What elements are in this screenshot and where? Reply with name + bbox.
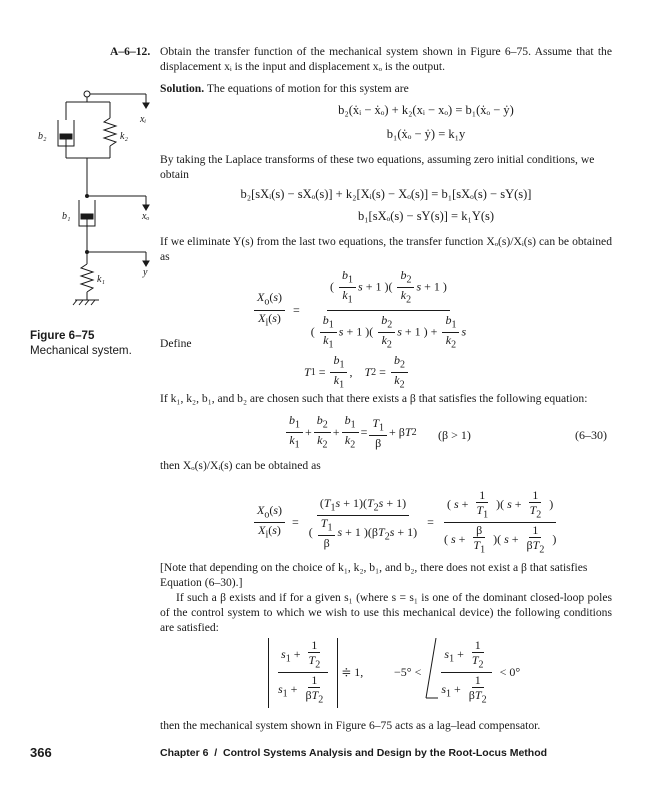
page-number: 366 bbox=[30, 745, 52, 760]
beta-condition-tag: (β > 1) bbox=[438, 428, 471, 442]
chapter-label: Chapter 6 bbox=[160, 747, 209, 759]
label-y: y bbox=[143, 267, 148, 278]
label-k1: k₁ bbox=[97, 274, 105, 285]
final-text: then the mechanical system shown in Figure 6–75 acts as a lag–lead compensator. bbox=[160, 719, 541, 732]
equation-motion-1: b₂(ẋᵢ − ẋₒ) + k₂(xᵢ − xₒ) = b₁(ẋₒ − ẏ) bbox=[338, 103, 514, 117]
magnitude-condition: $s_1$ + $\frac{1}{T_2}$ $s_1$ + $\frac{1}{\beta T_2}$ ≑ 1, bbox=[268, 638, 363, 708]
spring-k2 bbox=[104, 118, 116, 146]
label-b2: b₂ bbox=[38, 131, 47, 142]
footer-separator: / bbox=[214, 747, 218, 759]
transfer-function-equation: $\frac{X_o(s)}{X_i(s)}$ = ( $\frac{b_1}{k_1}$ s + 1 )( $\frac{b_2}{k_2}$ s + 1 ) ( $\frac{b_1}{k_1}$ s + 1 )( $\frac{b_2}{k_2}$ s + 1 ) + $\frac{b_1}{k_2}$ s bbox=[252, 268, 471, 353]
figure-caption-text: Mechanical system. bbox=[30, 344, 132, 357]
equation-laplace-1: b₂[sXᵢ(s) − sXₒ(s)] + k₂[Xᵢ(s) − Xₒ(s)] = b₁[sXₒ(s) − sY(s)] bbox=[240, 187, 532, 201]
label-xi: xᵢ bbox=[140, 114, 147, 125]
problem-number: A–6–12. bbox=[110, 45, 151, 58]
eliminate-text: If we eliminate Y(s) from the last two equations, the transfer function Xₒ(s)/Xᵢ(s) can be obtained as bbox=[160, 235, 612, 264]
spring-k1 bbox=[81, 264, 93, 292]
figure-label: Figure 6–75 bbox=[30, 329, 95, 342]
equation-number: (6–30) bbox=[575, 428, 607, 442]
running-footer bbox=[160, 747, 547, 759]
then-text: then Xₒ(s)/Xᵢ(s) can be obtained as bbox=[160, 459, 321, 472]
equation-motion-2: b₁(ẋₒ − ẏ) = k₁y bbox=[386, 127, 466, 141]
solution-intro-text: The equations of motion for this system are bbox=[206, 82, 409, 95]
laplace-text: By taking the Laplace transforms of these two equations, assuming zero initial conditions, we obtain bbox=[160, 153, 595, 182]
chapter-title: Control Systems Analysis and Design by the Root-Locus Method bbox=[223, 747, 548, 759]
label-b1: b₁ bbox=[62, 211, 71, 222]
note-text: [Note that depending on the choice of k₁, k₂, b₁, and b₂, there does not exist a β that satisfies Equation (6–30).] bbox=[160, 561, 588, 590]
angle-condition: −5° < $s_1$ + $\frac{1}{T_2}$ $s_1$ + $\frac{1}{\beta T_2}$ < 0° bbox=[394, 638, 521, 706]
time-constants-definition: T 1 = $\frac{b_1}{k_1}$ , T 2 = $\frac{b_2}{k_2}$ bbox=[304, 353, 410, 393]
solution-intro bbox=[160, 81, 612, 96]
solution-label: Solution. bbox=[160, 82, 205, 95]
if-text: If such a β exists and if for a given s₁ (where s = s₁ is one of the dominant closed-loop poles of the control system to which we wish to use this mechanical device) the following conditions are satisfied: bbox=[160, 591, 612, 635]
label-xo: xₒ bbox=[142, 211, 150, 222]
mechanical-system-diagram bbox=[30, 88, 160, 318]
figure-caption bbox=[30, 328, 150, 358]
equation-laplace-2: b₁[sXₒ(s) − sY(s)] = k₁Y(s) bbox=[357, 209, 495, 223]
choose-text: If k₁, k₂, b₁, and b₂ are chosen such that there exists a β that satisfies the following equation: bbox=[160, 392, 588, 405]
transfer-function-beta: $\frac{X_o(s)}{X_i(s)}$ = $(T_1s + 1)(T_2s + 1)$ ( $\frac{T_1}{\beta}$ s + 1 )$(\beta T_2s + 1)$ = ( s + $\frac{1}{T_1}$ )( s + $\frac{1}{T_2}$ ) ( s + $\frac{\beta}{T_1}$ )( s + $\frac{1}{\beta T_2}$ ) bbox=[252, 488, 561, 558]
beta-condition-equation: $\frac{b_1}{k_1}$ + $\frac{b_2}{k_2}$ + $\frac{b_1}{k_2}$ = $\frac{T_1}{\beta}$ + β T 2 bbox=[284, 413, 417, 453]
define-label: Define bbox=[160, 337, 192, 350]
label-k2: k₂ bbox=[120, 131, 128, 142]
problem-statement: Obtain the transfer function of the mechanical system shown in Figure 6–75. Assume that the displacement xᵢ is the input and displacement xₒ is the output. bbox=[160, 45, 612, 74]
input-node bbox=[84, 91, 90, 97]
